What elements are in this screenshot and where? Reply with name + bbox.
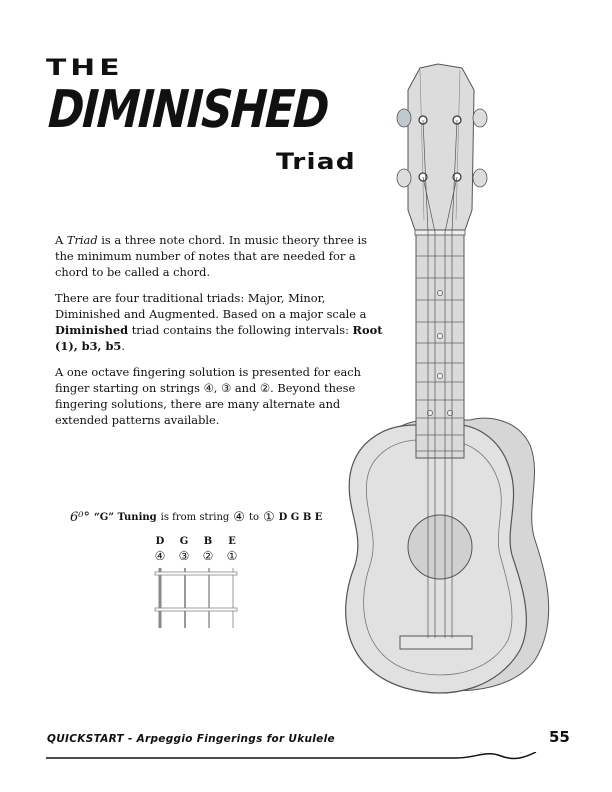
string-number: ③ xyxy=(178,549,190,563)
title-main: DIMINISHED xyxy=(46,80,330,140)
string-name: E xyxy=(228,536,236,547)
string-name: D xyxy=(155,536,165,547)
footer-rule xyxy=(46,752,546,766)
tuning-to: ① xyxy=(263,510,275,525)
title-the: THE xyxy=(46,56,124,81)
tuning-notes: D G B E xyxy=(278,512,323,523)
string-name: G xyxy=(179,536,189,547)
string-number: ② xyxy=(202,549,214,563)
page-number: 55 xyxy=(549,728,570,746)
triad-term: Triad xyxy=(66,233,98,247)
paragraph-1: A Triad is a three note chord. In music theory three is the minimum number of notes that are needed for a chord to be called a chord. xyxy=(55,233,367,279)
tuning-label: “G” Tuning xyxy=(93,512,157,523)
tuning-from: ④ xyxy=(233,510,245,525)
fretboard-diagram xyxy=(150,568,245,638)
tuning-line: 6⁰° “G” Tuning is from string ④ to ① D G B E xyxy=(70,510,323,525)
paragraph-2: There are four traditional triads: Major, Minor, Diminished and Augmented. Based on a major scale a Diminished triad contains the following intervals: Root (1), b3, b5. xyxy=(55,291,383,353)
string-name: B xyxy=(203,536,213,547)
title-sub: Triad xyxy=(276,150,356,175)
paragraph-3: A one octave fingering solution is presented for each finger starting on strings ④, ③ and ②. Beyond these fingering solutions, there are many alternate and extended patterns available. xyxy=(55,365,361,427)
diminished-term: Diminished xyxy=(55,323,129,337)
tuning-icon: 6⁰° xyxy=(70,510,90,525)
footer-title: QUICKSTART - Arpeggio Fingerings for Ukulele xyxy=(47,733,335,745)
ukulele-illustration xyxy=(320,60,560,710)
string-number: ④ xyxy=(154,549,166,563)
intervals: Root (1), b3, b5 xyxy=(55,323,383,353)
string-number: ① xyxy=(226,549,238,563)
